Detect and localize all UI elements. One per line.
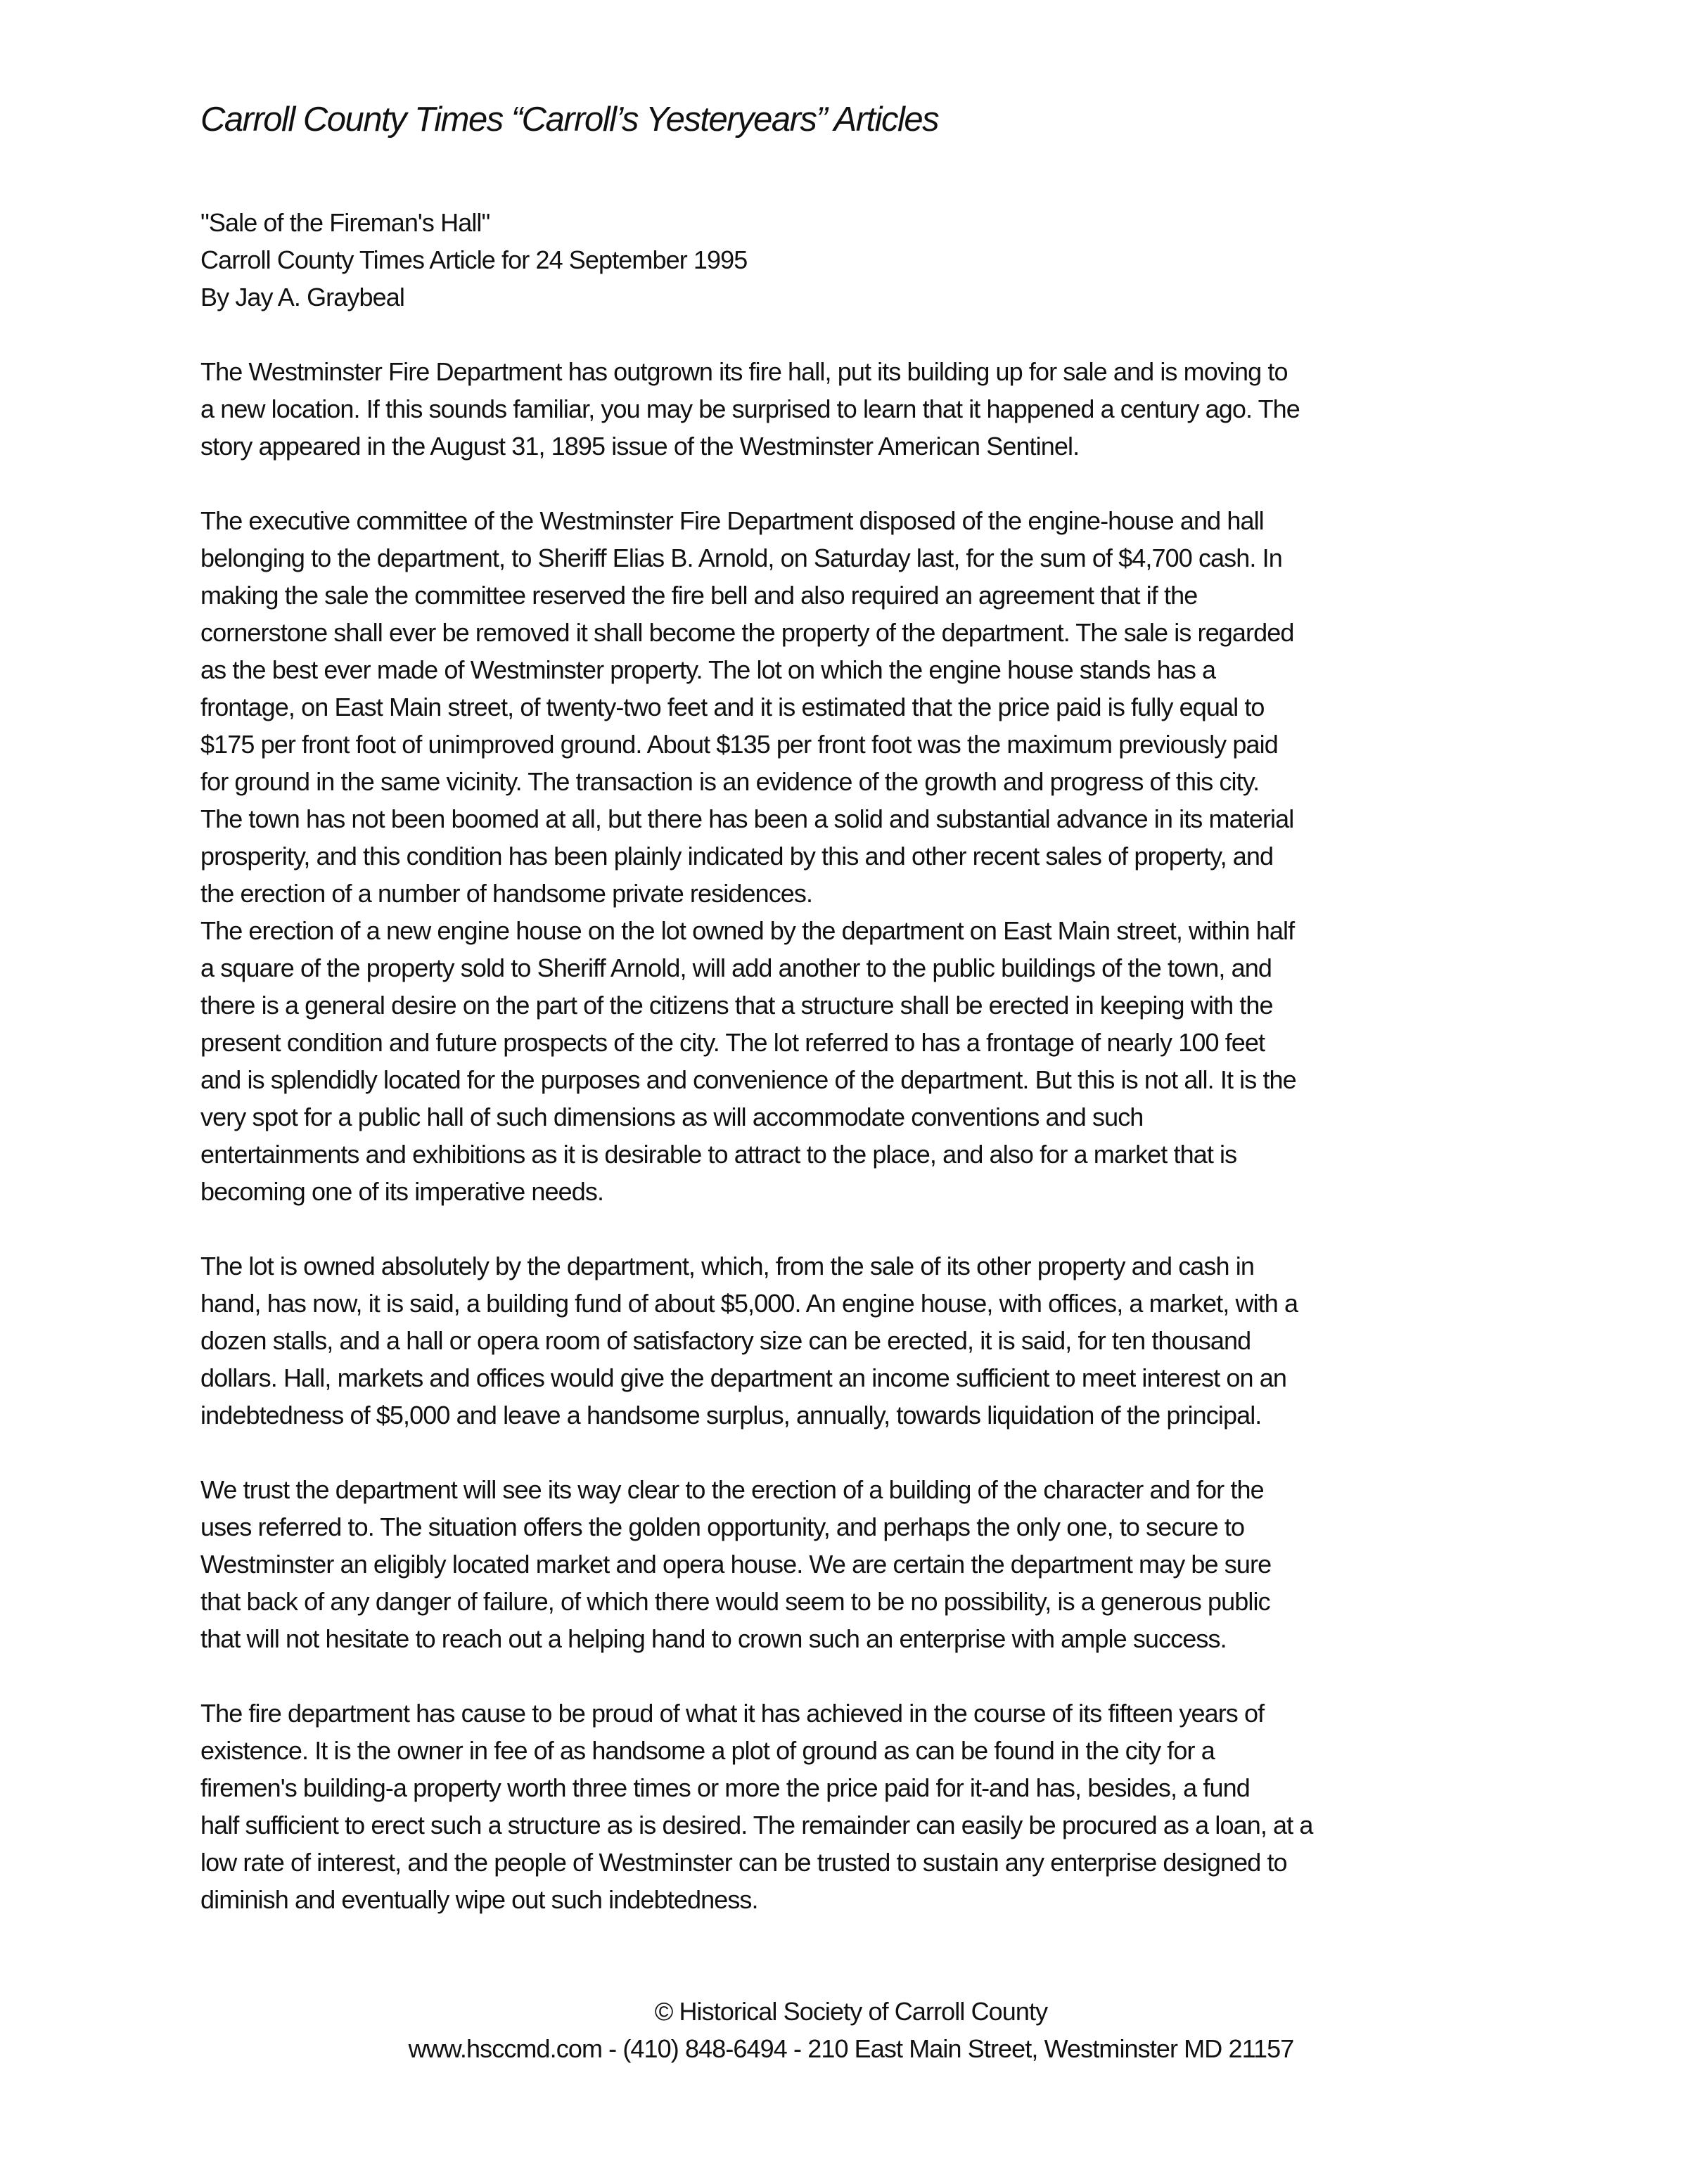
paragraph-line: and is splendidly located for the purposes and convenience of the department. But this is not all. It is the [200, 1065, 1296, 1094]
paragraph-line: prosperity, and this condition has been plainly indicated by this and other recent sales of property, and [200, 842, 1274, 871]
paragraph [200, 1247, 1537, 1434]
paragraph-line: The town has not been boomed at all, but there has been a solid and substantial advance in its material [200, 804, 1294, 833]
paragraph-line: The erection of a new engine house on the lot owned by the department on East Main street, within half [200, 916, 1295, 945]
paragraph-line: becoming one of its imperative needs. [200, 1177, 604, 1206]
paragraph-line: hand, has now, it is said, a building fund of about $5,000. An engine house, with offices, a market, with a [200, 1289, 1298, 1318]
paragraph-line: as the best ever made of Westminster property. The lot on which the engine house stands has a [200, 655, 1216, 684]
paragraph-line: story appeared in the August 31, 1895 issue of the Westminster American Sentinel. [200, 432, 1080, 461]
paragraph-line: existence. It is the owner in fee of as handsome a plot of ground as can be found in the city for a [200, 1736, 1215, 1765]
paragraph-line: The lot is owned absolutely by the department, which, from the sale of its other property and cash in [200, 1252, 1254, 1280]
paragraph-line: very spot for a public hall of such dimensions as will accommodate conventions and such [200, 1103, 1144, 1131]
spacer [200, 316, 1537, 353]
paragraph-line: there is a general desire on the part of the citizens that a structure shall be erected in keeping with the [200, 991, 1273, 1020]
paragraph-line: indebtedness of $5,000 and leave a handsome surplus, annually, towards liquidation of the principal. [200, 1401, 1262, 1430]
paragraph-line: The Westminster Fire Department has outgrown its fire hall, put its building up for sale and is moving to [200, 357, 1288, 386]
footer [0, 1993, 1688, 2067]
paragraph-line: The executive committee of the Westminster Fire Department disposed of the engine-house and hall [200, 506, 1264, 535]
paragraph-line: diminish and eventually wipe out such indebtedness. [200, 1885, 758, 1914]
spacer [200, 1210, 1537, 1247]
paragraph-line: Westminster an eligibly located market and opera house. We are certain the department may be sure [200, 1550, 1272, 1579]
paragraph-line: making the sale the committee reserved the fire bell and also required an agreement that if the [200, 581, 1198, 610]
paragraph-line: dollars. Hall, markets and offices would give the department an income sufficient to meet interest on an [200, 1363, 1286, 1392]
spacer [200, 1657, 1537, 1695]
article-dateline: Carroll County Times Article for 24 September 1995 [200, 245, 748, 274]
footer-copyright: © Historical Society of Carroll County [654, 1997, 1048, 2026]
spacer [200, 465, 1537, 502]
paragraph-line: $175 per front foot of unimproved ground. About $135 per front foot was the maximum previously paid [200, 730, 1278, 759]
paragraph-line: a square of the property sold to Sheriff Arnold, will add another to the public buildings of the town, and [200, 953, 1272, 982]
paragraph-line: We trust the department will see its way clear to the erection of a building of the character and for the [200, 1475, 1264, 1504]
paragraph [200, 912, 1537, 1210]
paragraph [200, 353, 1537, 465]
paragraph-line: low rate of interest, and the people of Westminster can be trusted to sustain any enterprise designed to [200, 1848, 1287, 1877]
document-series-title: Carroll County Times “Carroll’s Yesteryears” Articles [200, 101, 939, 139]
paragraph-line: the erection of a number of handsome private residences. [200, 879, 813, 908]
article-title: "Sale of the Fireman's Hall" [200, 208, 490, 237]
paragraph-line: cornerstone shall ever be removed it shall become the property of the department. The sale is regarded [200, 618, 1294, 647]
paragraph-line: belonging to the department, to Sheriff Elias B. Arnold, on Saturday last, for the sum of $4,700 cash. In [200, 544, 1282, 572]
spacer [200, 1434, 1537, 1471]
paragraph [200, 1471, 1537, 1657]
paragraph [200, 502, 1537, 912]
article-byline: By Jay A. Graybeal [200, 283, 404, 311]
paragraph-line: present condition and future prospects of the city. The lot referred to has a frontage of nearly 100 feet [200, 1028, 1265, 1057]
paragraph-line: The fire department has cause to be proud of what it has achieved in the course of its fifteen years of [200, 1699, 1265, 1728]
article-body [200, 204, 1537, 1918]
paragraph-line: for ground in the same vicinity. The transaction is an evidence of the growth and progress of this city. [200, 767, 1260, 796]
paragraph-line: uses referred to. The situation offers the golden opportunity, and perhaps the only one, to secure to [200, 1512, 1245, 1541]
paragraph-line: firemen's building-a property worth three times or more the price paid for it-and has, besides, a fund [200, 1773, 1250, 1802]
paragraph-line: frontage, on East Main street, of twenty-two feet and it is estimated that the price paid is fully equal to [200, 693, 1265, 721]
paragraph-line: entertainments and exhibitions as it is desirable to attract to the place, and also for a market that is [200, 1140, 1237, 1169]
footer-contact: www.hsccmd.com - (410) 848-6494 - 210 East Main Street, Westminster MD 21157 [408, 2034, 1294, 2063]
paragraph [200, 1695, 1537, 1918]
paragraph-line: dozen stalls, and a hall or opera room of satisfactory size can be erected, it is said, for ten thousand [200, 1326, 1251, 1355]
paragraph-line: a new location. If this sounds familiar, you may be surprised to learn that it happened a century ago. The [200, 394, 1300, 423]
paragraph-line: half sufficient to erect such a structure as is desired. The remainder can easily be procured as a loan, at a [200, 1811, 1313, 1839]
paragraph-line: that back of any danger of failure, of which there would seem to be no possibility, is a generous public [200, 1587, 1270, 1616]
paragraph-line: that will not hesitate to reach out a helping hand to crown such an enterprise with ample success. [200, 1624, 1227, 1653]
